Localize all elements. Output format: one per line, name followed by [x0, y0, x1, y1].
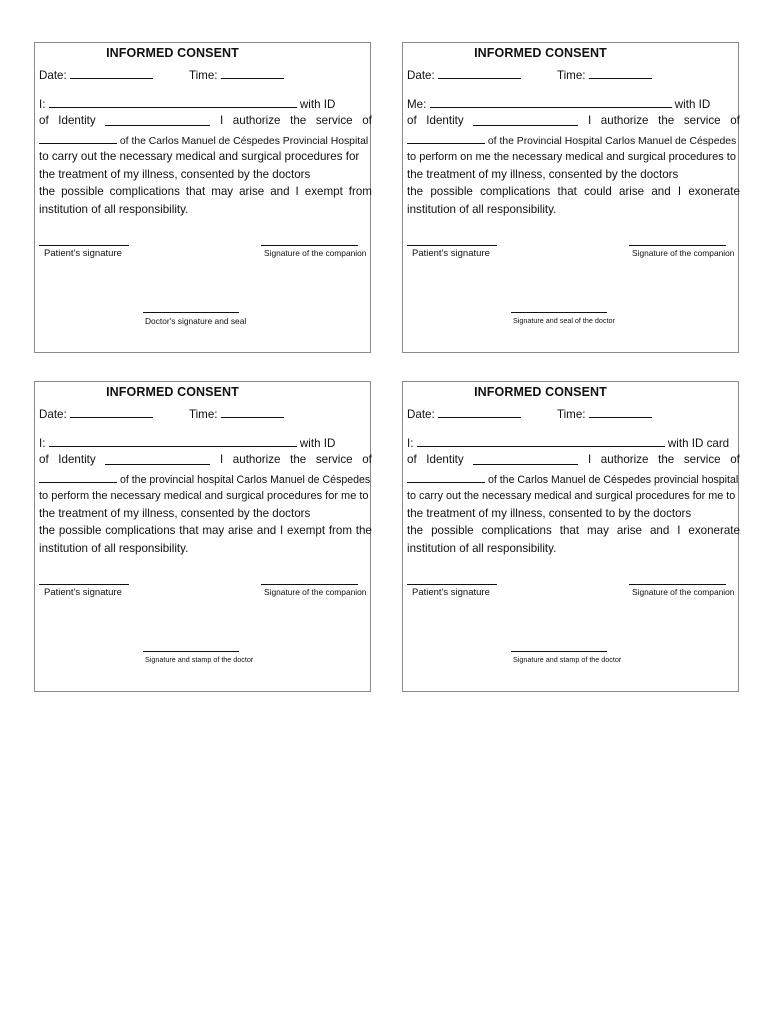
name-field[interactable] [49, 435, 297, 447]
hospital-row [39, 471, 370, 487]
companion-signature-label: Signature of the companion [632, 587, 735, 597]
identity-word: of [407, 453, 417, 466]
word: may [202, 524, 225, 537]
hospital-row [39, 132, 368, 149]
date-label: Date: [39, 69, 67, 82]
word: arise [616, 524, 642, 537]
companion-signature-label: Signature of the companion [632, 248, 735, 258]
identity-word: service [315, 114, 353, 127]
id-suffix: with ID card [667, 437, 730, 450]
date-field[interactable] [70, 67, 153, 79]
identity-word: authorize [600, 114, 649, 127]
doctor-signature-line[interactable] [143, 651, 239, 652]
hospital-text: of the Provincial Hospital Carlos Manuel de Céspedes [487, 136, 737, 147]
word: exempt [304, 185, 343, 198]
service-field[interactable] [39, 471, 117, 483]
patient-signature-label: Patient's signature [44, 587, 122, 598]
word: and [256, 524, 277, 537]
word: exonerate [688, 185, 740, 198]
date-label: Date: [39, 408, 67, 421]
companion-signature-line[interactable] [261, 584, 358, 585]
word: from [328, 524, 352, 537]
date-label: Date: [407, 69, 435, 82]
id-suffix: with ID [674, 98, 711, 111]
identity-word: of [730, 114, 740, 127]
identity-word: service [315, 453, 353, 466]
word: arise [239, 185, 265, 198]
word: possible [61, 185, 104, 198]
word: complications [480, 185, 551, 198]
card-title: INFORMED CONSENT [474, 46, 607, 60]
word: possible [431, 524, 474, 537]
word: the [39, 524, 56, 537]
body-line: the treatment of my illness, consented by the doctors [39, 167, 311, 181]
complications-row [39, 524, 372, 538]
time-label: Time: [188, 69, 218, 82]
identity-row [407, 453, 740, 467]
time-field[interactable] [589, 67, 652, 79]
complications-row [39, 185, 372, 199]
identity-word: of [362, 114, 372, 127]
patient-signature-label: Patient's signature [44, 248, 122, 259]
time-label: Time: [188, 408, 218, 421]
time-field[interactable] [221, 406, 284, 418]
doctor-signature-label: Signature and stamp of the doctor [145, 655, 254, 664]
companion-signature-line[interactable] [629, 584, 726, 585]
word: may [587, 524, 609, 537]
service-field[interactable] [407, 471, 485, 483]
word: that [559, 524, 580, 537]
hospital-row [407, 471, 738, 487]
word: exempt [287, 524, 326, 537]
hospital-text: of the provincial hospital Carlos Manuel de Céspedes [119, 474, 371, 486]
word: arise [228, 524, 254, 537]
companion-signature-label: Signature of the companion [264, 248, 367, 258]
hospital-text: of the Carlos Manuel de Céspedes provincial hospital [487, 474, 739, 486]
body-line: the treatment of my illness, consented to by the doctors [407, 506, 692, 520]
word: could [584, 185, 612, 198]
patient-signature-line[interactable] [39, 245, 129, 246]
word: complications [481, 524, 552, 537]
name-row [39, 435, 335, 451]
body-line: to carry out the necessary medical and surgical procedures for me to [407, 490, 736, 502]
word: from [348, 185, 372, 198]
word: the [407, 185, 424, 198]
hospital-row [407, 132, 736, 149]
identity-field[interactable] [105, 453, 210, 465]
identity-word: authorize [232, 114, 281, 127]
name-row [407, 96, 710, 112]
name-prefix: I: [39, 437, 46, 450]
identity-word: Identity [426, 453, 464, 466]
date-time-row [39, 67, 284, 83]
word: possible [58, 524, 102, 537]
identity-word: the [658, 453, 675, 466]
identity-word: I [219, 114, 224, 127]
doctor-signature-label: Signature and seal of the doctor [513, 316, 615, 325]
closing-line: institution of all responsibility. [407, 542, 557, 555]
closing-line: institution of all responsibility. [39, 542, 189, 555]
identity-word: I [587, 453, 592, 466]
doctor-signature-label: Doctor's signature and seal [145, 316, 247, 326]
time-field[interactable] [221, 67, 284, 79]
companion-signature-line[interactable] [629, 245, 726, 246]
identity-row [39, 114, 372, 128]
word: I [677, 185, 682, 198]
body-line: the treatment of my illness, consented by the doctors [407, 167, 679, 181]
time-label: Time: [556, 69, 586, 82]
consent-card [34, 42, 371, 353]
word: exonerate [688, 524, 740, 537]
identity-row [407, 114, 740, 128]
service-field[interactable] [39, 132, 117, 144]
complications-row [407, 185, 740, 199]
patient-signature-line[interactable] [39, 584, 129, 585]
word: and [270, 185, 290, 198]
doctor-signature-label: Signature and stamp of the doctor [513, 655, 622, 664]
word: and [651, 185, 671, 198]
date-label: Date: [407, 408, 435, 421]
identity-word: Identity [426, 114, 464, 127]
time-label: Time: [556, 408, 586, 421]
word: the [355, 524, 372, 537]
word: complications [105, 524, 176, 537]
identity-word: of [407, 114, 417, 127]
word: I [295, 185, 299, 198]
identity-word: of [730, 453, 740, 466]
identity-field[interactable] [473, 114, 578, 126]
date-field[interactable] [438, 406, 521, 418]
time-field[interactable] [589, 406, 652, 418]
date-time-row [407, 67, 652, 83]
name-field[interactable] [417, 435, 665, 447]
word: that [185, 185, 206, 198]
patient-signature-line[interactable] [407, 245, 497, 246]
consent-card [402, 381, 739, 692]
identity-word: of [39, 114, 49, 127]
body-line: to perform on me the necessary medical and surgical procedures to [407, 151, 736, 163]
id-suffix: with ID [299, 437, 336, 450]
date-time-row [39, 406, 284, 422]
word: possible [430, 185, 473, 198]
word: complications [109, 185, 180, 198]
service-field[interactable] [407, 132, 485, 144]
name-prefix: I: [39, 98, 46, 111]
identity-word: service [683, 453, 721, 466]
identity-word: of [362, 453, 372, 466]
consent-card [34, 381, 371, 692]
name-row [39, 96, 335, 112]
body-line: to perform the necessary medical and surgical procedures for me to [39, 490, 369, 502]
identity-word: the [658, 114, 675, 127]
word: that [557, 185, 577, 198]
identity-word: I [219, 453, 224, 466]
patient-signature-label: Patient's signature [412, 248, 490, 259]
date-time-row [407, 406, 652, 422]
card-title: INFORMED CONSENT [106, 385, 239, 399]
identity-word: Identity [58, 453, 96, 466]
body-line: to carry out the necessary medical and surgical procedures for [39, 150, 360, 163]
word: the [407, 524, 424, 537]
card-title: INFORMED CONSENT [474, 385, 607, 399]
body-line: the treatment of my illness, consented by the doctors [39, 506, 311, 520]
word: and [649, 524, 670, 537]
identity-field[interactable] [473, 453, 578, 465]
companion-signature-label: Signature of the companion [264, 587, 367, 597]
word: I [280, 524, 284, 537]
date-field[interactable] [438, 67, 521, 79]
word: may [211, 185, 234, 198]
doctor-signature-line[interactable] [511, 651, 607, 652]
identity-word: I [587, 114, 592, 127]
name-prefix: I: [407, 437, 414, 450]
closing-line: institution of all responsibility. [39, 203, 189, 216]
identity-word: Identity [58, 114, 96, 127]
identity-word: authorize [600, 453, 649, 466]
identity-field[interactable] [105, 114, 210, 126]
identity-word: the [290, 114, 307, 127]
patient-signature-line[interactable] [407, 584, 497, 585]
identity-word: the [290, 453, 307, 466]
card-title: INFORMED CONSENT [106, 46, 239, 60]
word: that [179, 524, 199, 537]
identity-row [39, 453, 372, 467]
name-field[interactable] [49, 96, 297, 108]
id-suffix: with ID [299, 98, 336, 111]
closing-line: institution of all responsibility. [407, 203, 557, 216]
word: the [39, 185, 56, 198]
identity-word: of [39, 453, 49, 466]
doctor-signature-line[interactable] [511, 312, 607, 313]
complications-row [407, 524, 740, 538]
name-row [407, 435, 729, 451]
identity-word: service [683, 114, 721, 127]
date-field[interactable] [70, 406, 153, 418]
name-field[interactable] [430, 96, 672, 108]
patient-signature-label: Patient's signature [412, 587, 490, 598]
doctor-signature-line[interactable] [143, 312, 239, 313]
name-prefix: Me: [407, 98, 427, 111]
companion-signature-line[interactable] [261, 245, 358, 246]
identity-word: authorize [232, 453, 281, 466]
hospital-text: of the Carlos Manuel de Céspedes Provincial Hospital [119, 136, 369, 147]
consent-card [402, 42, 739, 353]
word: I [677, 524, 681, 537]
word: arise [619, 185, 645, 198]
